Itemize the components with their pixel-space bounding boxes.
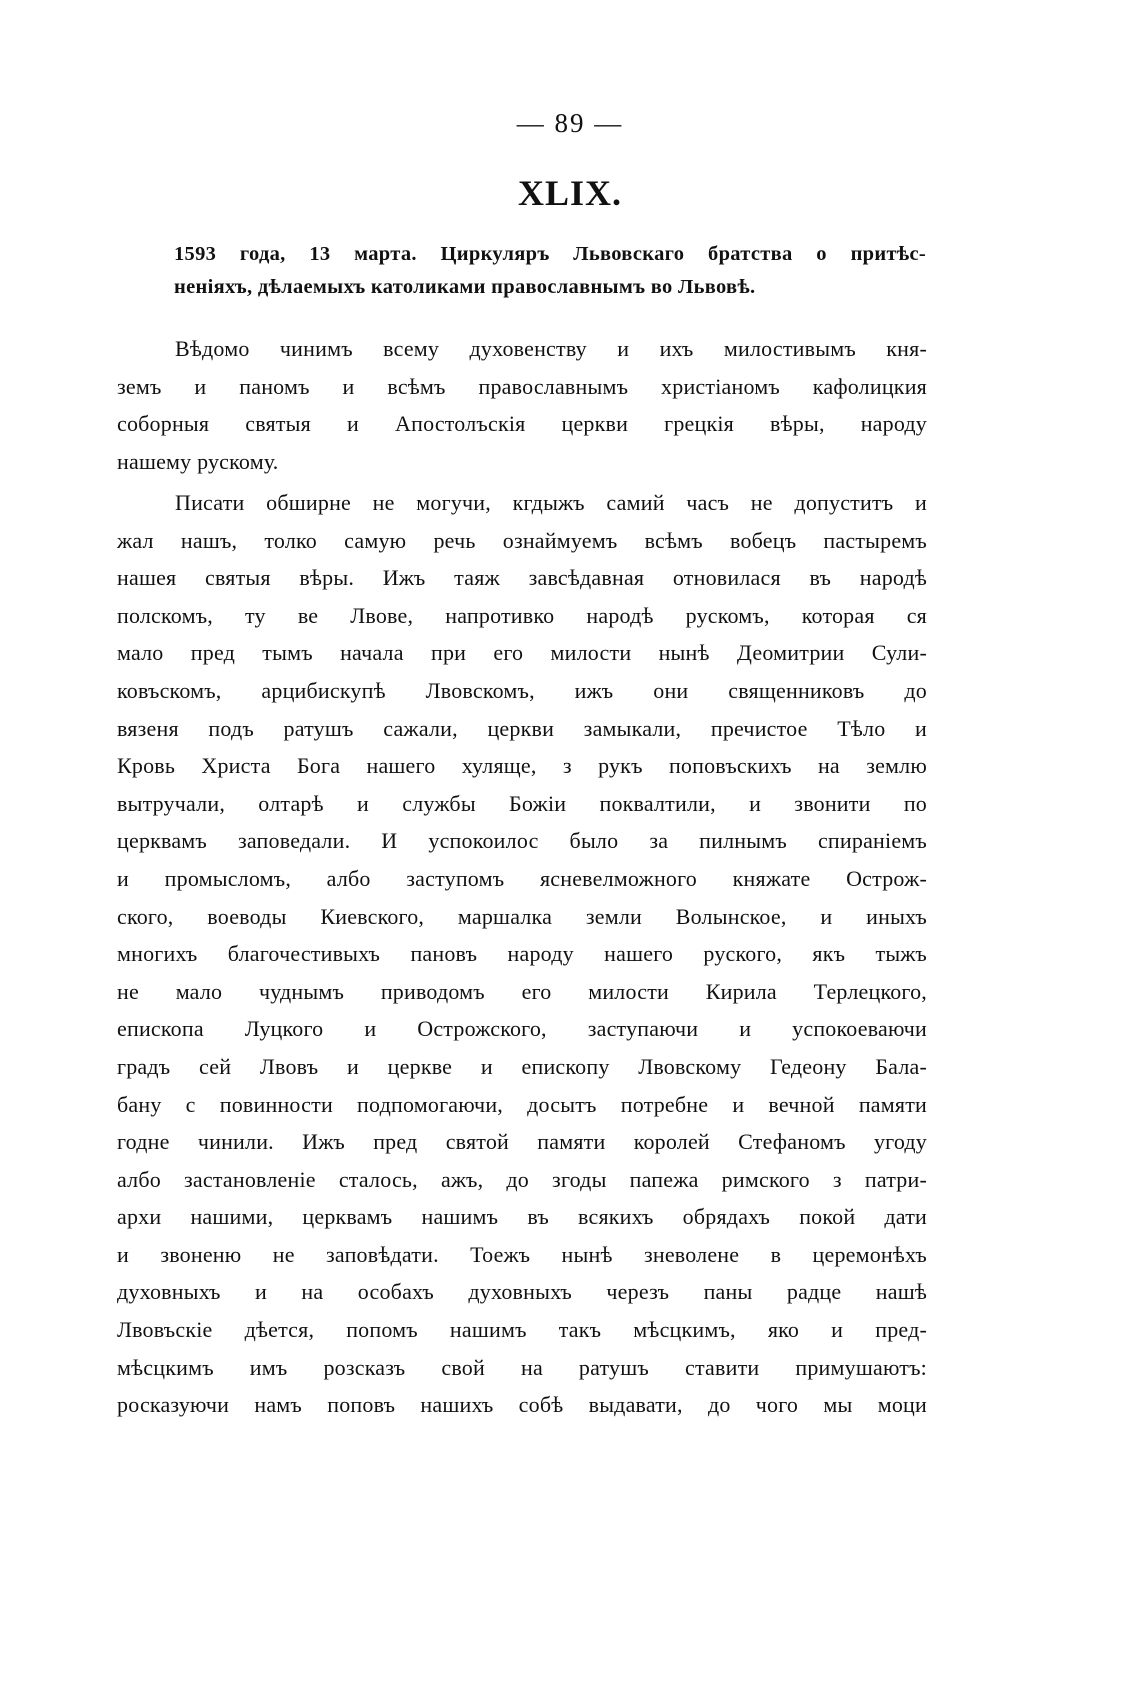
text-line: жал нашъ, толко самую речь ознаймуемъ всѣмъ вобецъ пастыремъ bbox=[117, 527, 927, 553]
text-line: и звоненю не заповѣдати. Тоежъ нынѣ зневолене в церемонѣхъ bbox=[117, 1241, 927, 1267]
text-line: вязеня подъ ратушъ сажали, церкви замыкали, пречистое Тѣло и bbox=[117, 715, 927, 741]
paragraph-2 bbox=[117, 484, 927, 1424]
text-line: Вѣдомо чинимъ всему духовенству и ихъ милостивымъ кня- bbox=[175, 336, 927, 361]
text-line: нашея святыя вѣры. Ижъ таяж завсѣдавная отновилася въ народѣ bbox=[117, 565, 927, 591]
page-number: — 89 — bbox=[516, 108, 624, 138]
text-line: соборныя святыя и Апостолъскія церкви грецкія вѣры, народу bbox=[117, 411, 927, 437]
heading-line: 1593 года, 13 марта. Циркуляръ Львовскаго братства о притѣс- bbox=[174, 243, 926, 265]
text-line: земъ и паномъ и всѣмъ православнымъ христіаномъ кафолицкия bbox=[117, 373, 927, 399]
paragraph-1 bbox=[117, 330, 927, 480]
chapter-number: XLIX. bbox=[517, 173, 623, 213]
text-line: ковъскомъ, арцибискупѣ Лвовскомъ, ижъ они священниковъ до bbox=[117, 677, 927, 703]
document-heading bbox=[174, 238, 926, 304]
text-line: нашему рускому. bbox=[117, 448, 279, 474]
text-line: мѣсцкимъ имъ розсказъ свой на ратушъ ставити примушаютъ: bbox=[117, 1354, 927, 1380]
text-line: ского, воеводы Киевского, маршалка земли Волынское, и иныхъ bbox=[117, 903, 927, 929]
text-line: архи нашими, церквамъ нашимъ въ всякихъ обрядахъ покой дати bbox=[117, 1204, 927, 1230]
text-line: Писати обширне не могучи, кгдыжъ самий часъ не допуститъ и bbox=[175, 490, 927, 515]
text-line: вытручали, олтарѣ и службы Божіи поквалтили, и звонити по bbox=[117, 790, 927, 816]
text-line: градъ сей Лвовъ и церкве и епископу Лвовскому Гедеону Бала- bbox=[117, 1053, 927, 1079]
text-line: росказуючи намъ поповъ нашихъ собѣ выдавати, до чого мы моци bbox=[117, 1392, 927, 1418]
heading-line: неніяхъ, дѣлаемыхъ католиками православнымъ во Львовѣ. bbox=[174, 276, 756, 298]
text-line: албо застановленіе сталось, ажъ, до згоды папежа римского з патри- bbox=[117, 1166, 927, 1192]
text-line: Кровь Христа Бога нашего хуляще, з рукъ поповъскихъ на землю bbox=[117, 753, 927, 779]
text-line: духовныхъ и на особахъ духовныхъ черезъ паны радце нашѣ bbox=[117, 1279, 927, 1305]
text-line: церквамъ заповедали. И успокоилос было за пилнымъ спираніемъ bbox=[117, 828, 927, 854]
text-line: мало пред тымъ начала при его милости нынѣ Деомитрии Сули- bbox=[117, 640, 927, 666]
text-line: бану с повинности подпомогаючи, досытъ потребне и вечной памяти bbox=[117, 1091, 927, 1117]
text-line: Лвовъскіе дѣется, попомъ нашимъ такъ мѣсцкимъ, яко и пред- bbox=[117, 1317, 927, 1343]
text-line: полскомъ, ту ве Лвове, напротивко народѣ рускомъ, которая ся bbox=[117, 602, 927, 628]
text-line: епископа Луцкого и Острожского, заступаючи и успокоеваючи bbox=[117, 1016, 927, 1042]
text-line: не мало чуднымъ приводомъ его милости Кирила Терлецкого, bbox=[117, 978, 927, 1004]
text-line: многихъ благочестивыхъ пановъ народу нашего руского, якъ тыжъ bbox=[117, 941, 927, 967]
text-line: и промысломъ, албо заступомъ ясневелможного княжате Острож- bbox=[117, 865, 927, 891]
text-line: годне чинили. Ижъ пред святой памяти королей Стефаномъ угоду bbox=[117, 1129, 927, 1155]
